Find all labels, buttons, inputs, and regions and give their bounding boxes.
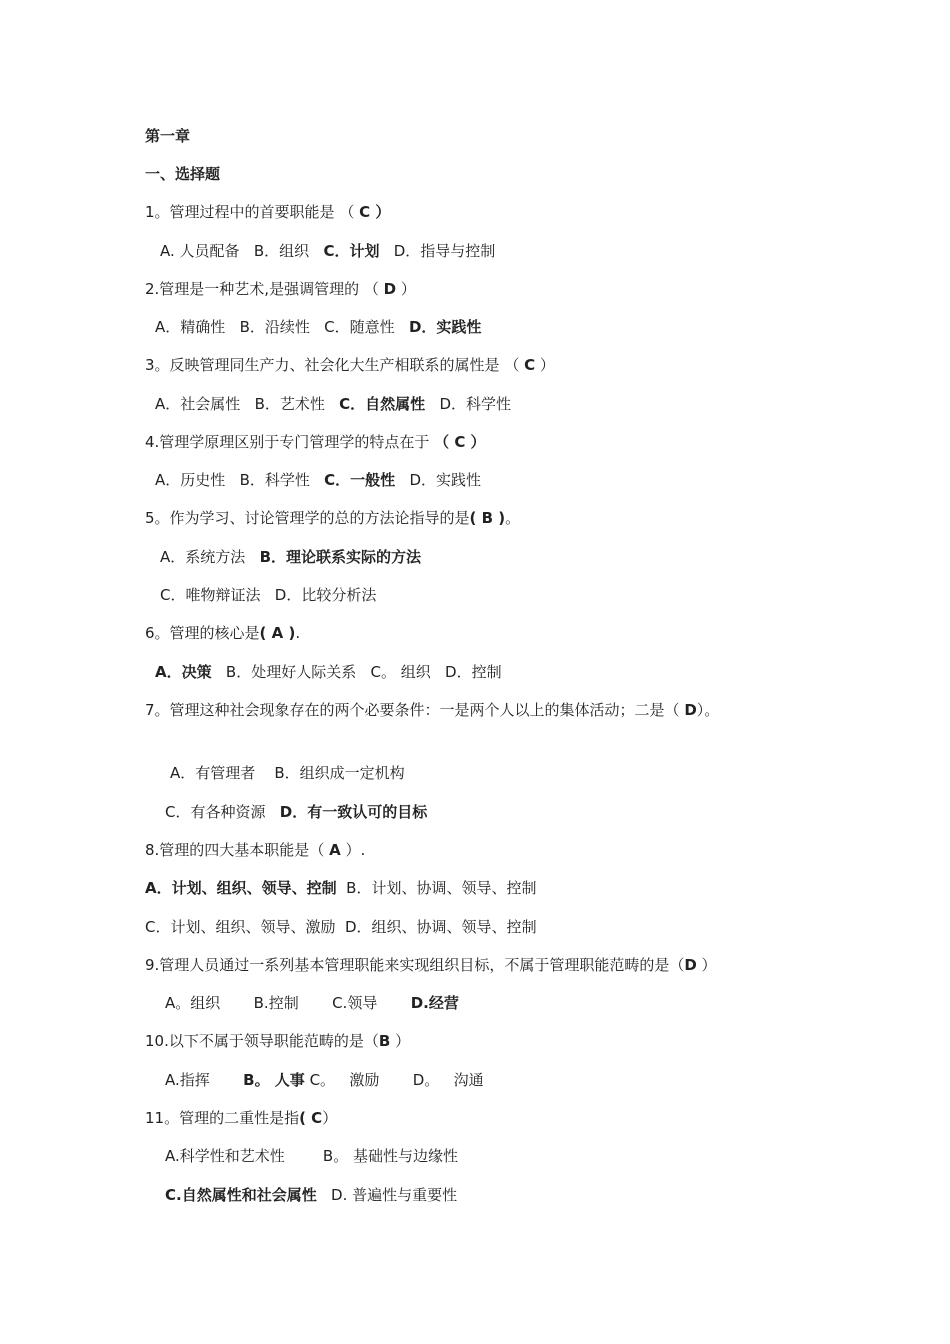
question-7: 7。管理这种社会现象存在的两个必要条件：一是两个人以上的集体活动；二是（ D）。 — [145, 701, 720, 719]
answer: B — [378, 1032, 391, 1050]
question-1: 1。管理过程中的首要职能是 （ C ） — [145, 203, 391, 221]
options-9: A。组织 B.控制 C.领导 D.经营 — [165, 994, 459, 1012]
correct-option: C.自然属性和社会属性 — [165, 1186, 317, 1204]
question-11: 11。管理的二重性是指( C） — [145, 1109, 338, 1127]
options-7-ab: A．有管理者 B．组织成一定机构 — [170, 764, 405, 782]
answer: ( C — [299, 1109, 323, 1127]
options-8-ab: A．计划、组织、领导、控制 B．计划、协调、领导、控制 — [145, 879, 537, 897]
section-title: 一、选择题 — [145, 165, 221, 183]
options-3: A．社会属性 B．艺术性 C．自然属性 D．科学性 — [155, 395, 512, 413]
answer: D — [684, 701, 697, 719]
options-5-cd: C．唯物辩证法 D．比较分析法 — [160, 586, 377, 604]
answer: A — [329, 841, 341, 859]
question-8: 8.管理的四大基本职能是（ A ）. — [145, 841, 366, 859]
answer: C — [359, 203, 371, 221]
correct-option: C．自然属性 — [339, 395, 426, 413]
correct-option: D．有一致认可的目标 — [279, 803, 428, 821]
question-2: 2.管理是一种艺术,是强调管理的 （ D ） — [145, 280, 416, 298]
options-1: A. 人员配备 B．组织 C．计划 D．指导与控制 — [160, 242, 496, 260]
options-7-cd: C．有各种资源 D．有一致认可的目标 — [165, 803, 428, 821]
question-10: 10.以下不属于领导职能范畴的是（B ） — [145, 1032, 411, 1050]
answer: ( B ) — [469, 509, 506, 527]
correct-option: A．计划、组织、领导、控制 — [145, 879, 337, 897]
options-2: A．精确性 B．沿续性 C．随意性 D．实践性 — [155, 318, 482, 336]
question-9: 9.管理人员通过一系列基本管理职能来实现组织目标，不属于管理职能范畴的是（D ） — [145, 956, 717, 974]
question-3: 3。反映管理同生产力、社会化大生产相联系的属性是 （ C ） — [145, 356, 555, 374]
answer: D — [383, 280, 397, 298]
answer: C — [524, 356, 536, 374]
chapter-title: 第一章 — [145, 127, 191, 145]
options-4: A．历史性 B．科学性 C．一般性 D．实践性 — [155, 471, 482, 489]
options-8-cd: C．计划、组织、领导、激励 D．组织、协调、领导、控制 — [145, 918, 537, 936]
correct-option: D.经营 — [410, 994, 459, 1012]
correct-option: C．计划 — [323, 242, 380, 260]
options-11-cd: C.自然属性和社会属性 D. 普遍性与重要性 — [165, 1186, 458, 1204]
correct-option: B．理论联系实际的方法 — [259, 548, 422, 566]
correct-option: D．实践性 — [408, 318, 482, 336]
options-11-ab: A.科学性和艺术性 B。 基础性与边缘性 — [165, 1147, 458, 1165]
answer: ( A ) — [259, 624, 296, 642]
question-6: 6。管理的核心是( A ). — [145, 624, 301, 642]
answer: （ C ） — [434, 433, 486, 451]
correct-option: B。 人事 — [243, 1071, 305, 1089]
options-5-ab: A．系统方法 B．理论联系实际的方法 — [160, 548, 422, 566]
options-10: A.指挥 B。 人事 C。 激励 D。 沟通 — [165, 1071, 484, 1089]
question-4: 4.管理学原理区别于专门管理学的特点在于 （ C ） — [145, 433, 486, 451]
options-6: A．决策 B．处理好人际关系 C。 组织 D．控制 — [155, 663, 502, 681]
answer: D — [684, 956, 697, 974]
correct-option: C．一般性 — [324, 471, 396, 489]
correct-option: A．决策 — [155, 663, 212, 681]
question-5: 5。作为学习、讨论管理学的总的方法论指导的是( B )。 — [145, 509, 521, 527]
